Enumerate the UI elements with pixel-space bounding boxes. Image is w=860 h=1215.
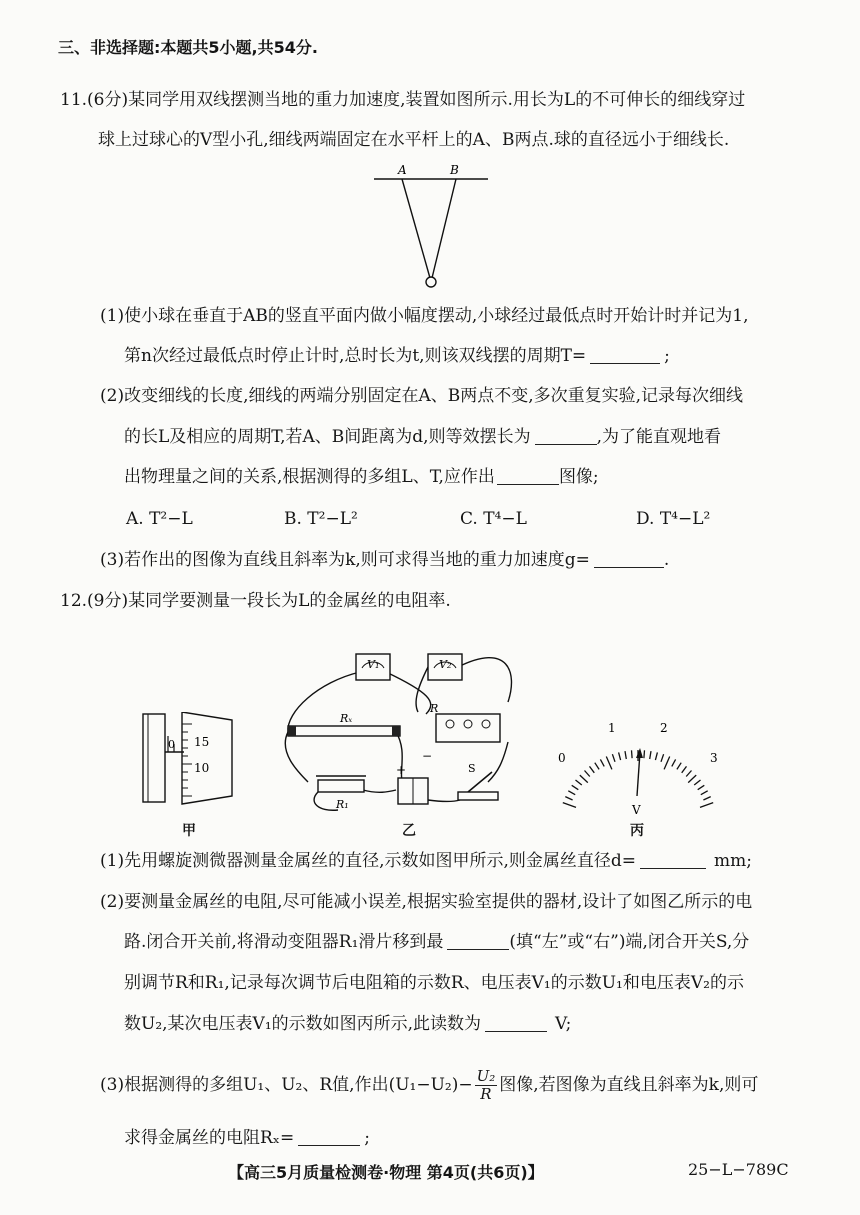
dial-tick <box>632 750 633 758</box>
answer-blank-period[interactable] <box>590 345 660 364</box>
q12-part2-line2: 路.闭合开关前,将滑动变阻器R₁滑片移到最 (填“左”或“右”)端,闭合开关S,分 <box>124 932 750 952</box>
point-a-label: A <box>398 163 407 177</box>
label-r: R <box>430 702 439 715</box>
label-rx: Rₓ <box>340 712 353 725</box>
q11-stem-2: 球上过球心的V型小孔,细线两端固定在水平杆上的A、B两点.球的直径远小于细线长. <box>98 130 730 150</box>
option-b[interactable]: B. T²−L² <box>284 509 358 529</box>
q12-part2-line4: 数U₂,某次电压表V₁的示数如图丙所示,此读数为 V; <box>124 1014 572 1034</box>
dial-tick <box>644 750 645 758</box>
thimble-label-10: 10 <box>194 761 210 775</box>
dial-tick <box>686 771 691 777</box>
fraction-u2-over-r: $\frac{\text{U₂}}{R}$ <box>476 1067 496 1103</box>
answer-blank-voltage[interactable] <box>485 1013 547 1032</box>
q12-part3-line2: 求得金属丝的电阻Rₓ= ; <box>124 1128 370 1148</box>
paper-code: 25−L−789C <box>688 1160 789 1179</box>
label-v2: V₂ <box>439 658 452 671</box>
dial-tick <box>600 759 604 766</box>
q11-part3: (3)若作出的图像为直线且斜率为k,则可求得当地的重力加速度g= . <box>100 550 670 570</box>
dial-label-1: 1 <box>608 721 616 735</box>
label-r1: R₁ <box>336 798 349 811</box>
caption-jia: 甲 <box>182 823 196 839</box>
circuit-figure <box>278 632 553 817</box>
dial-tick <box>606 757 612 770</box>
dial-tick <box>572 785 579 789</box>
answer-blank-diameter[interactable] <box>640 850 706 869</box>
answer-blank-slider-end[interactable] <box>447 931 509 950</box>
needle-tip <box>636 748 643 758</box>
q12-part1: (1)先用螺旋测微器测量金属丝的直径,示数如图甲所示,则金属丝直径d= mm; <box>100 851 752 871</box>
q12-number: 12. <box>60 591 88 611</box>
option-a[interactable]: A. T²−L <box>126 509 193 529</box>
q11-line1 <box>60 88 745 112</box>
q12-stem: (9分)某同学要测量一段长为L的金属丝的电阻率. <box>87 591 451 611</box>
dial-tick <box>563 803 576 808</box>
q11-part1-line2: 第n次经过最低点时停止计时,总时长为t,则该双线摆的周期T= ; <box>124 346 670 366</box>
dial-tick <box>664 757 670 770</box>
dial-tick <box>576 780 582 785</box>
dial-label-0: 0 <box>558 751 566 765</box>
dial-tick <box>688 775 696 783</box>
pendulum-ball <box>426 277 436 287</box>
q12-part2-line1: (2)要测量金属丝的电阻,尽可能减小误差,根据实验室提供的器材,设计了如图乙所示的电 <box>100 892 753 912</box>
micrometer-thimble <box>182 712 232 804</box>
pendulum-figure <box>360 160 500 290</box>
label-s: S <box>468 762 476 775</box>
dial-tick <box>625 751 626 759</box>
label-v1: V₁ <box>367 658 380 671</box>
voltmeter-v2 <box>428 654 462 680</box>
caption-bing: 丙 <box>630 823 644 839</box>
micrometer-figure <box>140 712 240 807</box>
section-header: 三、非选择题:本题共5小题,共54分. <box>58 38 318 57</box>
page-footer: 【高三5月质量检测卷·物理 第4页(共6页)】 <box>228 1163 544 1182</box>
dial-tick <box>672 759 676 766</box>
dial-tick <box>585 771 590 777</box>
metal-wire-rx <box>288 712 400 736</box>
answer-blank-resistance[interactable] <box>298 1127 360 1146</box>
dial-tick <box>703 797 710 800</box>
dial-unit-label: V <box>632 803 641 817</box>
dial-tick <box>565 797 572 800</box>
q11-part2-line3: 出物理量之间的关系,根据测得的多组L、T,应作出 图像; <box>124 467 599 487</box>
point-b-label: B <box>450 163 459 177</box>
dial-tick <box>650 751 651 759</box>
q11-part2-line1: (2)改变细线的长度,细线的两端分别固定在A、B两点不变,多次重复实验,记录每次细线 <box>100 386 744 406</box>
q11-number: 11. <box>60 90 88 110</box>
option-d[interactable]: D. T⁴−L² <box>636 509 711 529</box>
label-plus: + <box>396 763 407 777</box>
q11-stem-1: (6分)某同学用双线摆测当地的重力加速度,装置如图所示.用长为L的不可伸长的细线穿过 <box>87 90 746 110</box>
q11-part2-line2: 的长L及相应的周期T,若A、B间距离为d,则等效摆长为 ,为了能直观地看 <box>124 427 721 447</box>
option-c[interactable]: C. T⁴−L <box>460 509 527 529</box>
dial-tick <box>612 754 615 762</box>
dial-tick <box>698 785 705 789</box>
resistance-box-r <box>429 702 500 742</box>
q12-part2-line3: 别调节R和R₁,记录每次调节后电阻箱的示数R、电压表V₁的示数U₁和电压表V₂的示 <box>124 973 744 993</box>
dial-tick <box>701 791 708 795</box>
label-minus: − <box>422 749 433 763</box>
thimble-label-15: 15 <box>194 735 210 749</box>
dial-tick <box>595 763 599 770</box>
answer-blank-gravity[interactable] <box>594 549 664 568</box>
string-right <box>432 179 456 278</box>
dial-tick <box>682 766 687 772</box>
answer-blank-effective-length[interactable] <box>535 426 597 445</box>
q11-part1-line1: (1)使小球在垂直于AB的竖直平面内做小幅度摆动,小球经过最低点时开始计时并记为1, <box>100 306 749 326</box>
voltmeter-v1 <box>356 654 390 680</box>
caption-yi: 乙 <box>402 823 416 839</box>
sleeve-zero-label: 0 <box>168 738 175 751</box>
switch-s <box>458 762 498 800</box>
dial-tick <box>700 803 713 808</box>
dial-tick <box>568 791 575 795</box>
rheostat-r1 <box>316 776 366 811</box>
dial-label-2: 2 <box>660 721 668 735</box>
q12-part3-line1: (3)根据测得的多组U₁、U₂、R值,作出(U₁−U₂)− $\frac{\text{U₂}}{R}$ 图像,若图像为直线且斜率为k,则可 <box>100 1067 759 1103</box>
string-left <box>402 179 430 278</box>
dial-tick <box>590 766 595 772</box>
dial-label-3: 3 <box>710 751 718 765</box>
micrometer-sleeve <box>143 714 165 802</box>
dial-tick <box>661 754 664 762</box>
voltmeter-dial-figure <box>548 710 728 820</box>
answer-blank-graph-type[interactable] <box>497 466 559 485</box>
dial-tick <box>580 775 588 783</box>
battery <box>396 749 432 804</box>
dial-tick <box>677 763 681 770</box>
dial-tick <box>694 780 700 785</box>
dial-tick <box>655 752 657 760</box>
dial-tick <box>619 752 621 760</box>
q12-line1 <box>60 589 451 613</box>
